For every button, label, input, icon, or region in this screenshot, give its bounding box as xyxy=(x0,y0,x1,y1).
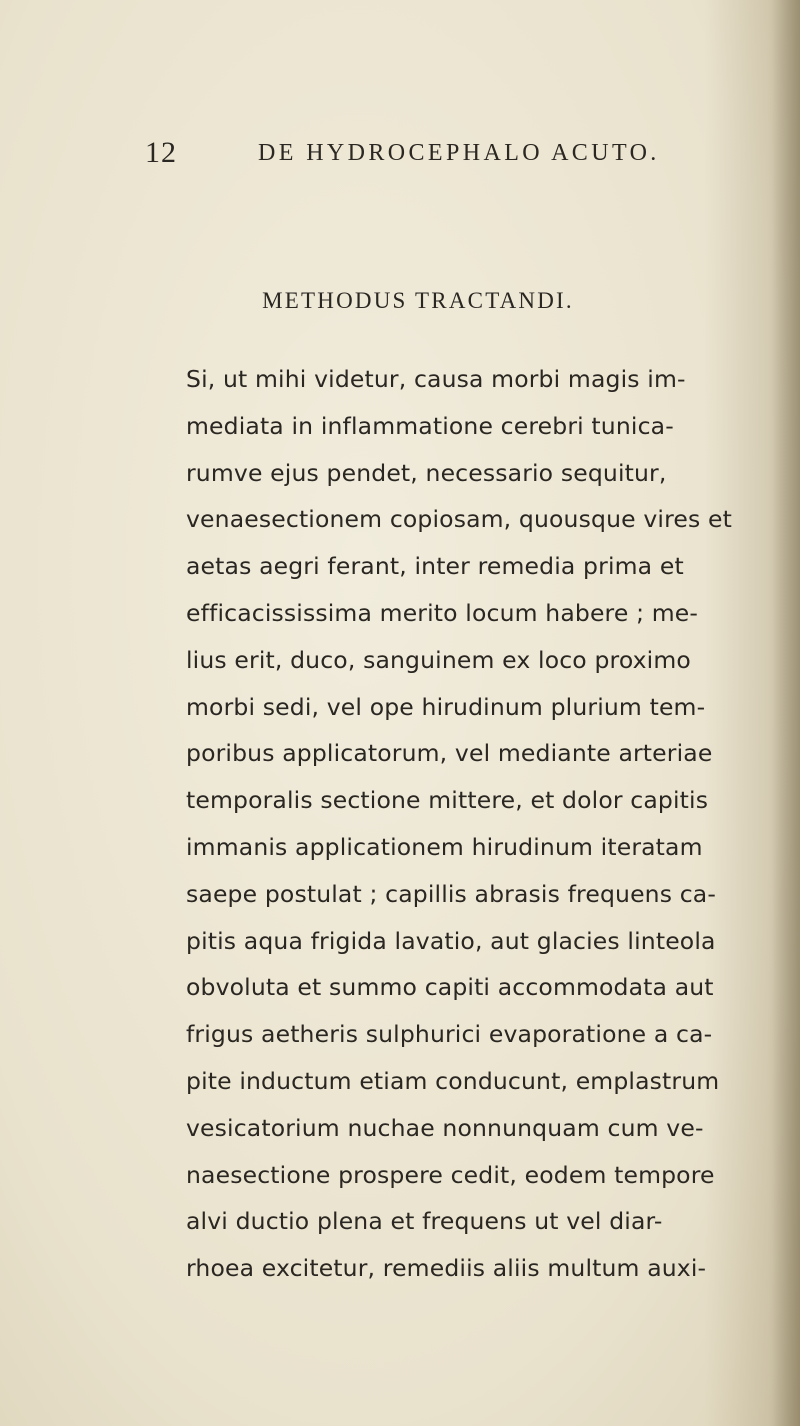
text-line: pite inductum etiam conducunt, emplastrum xyxy=(186,1066,720,1095)
text-line: rumve ejus pendet, necessario sequitur, xyxy=(186,458,667,487)
text-line: rhoea excitetur, remediis aliis multum auxi- xyxy=(186,1254,707,1283)
text-line: morbi sedi, vel ope hirudinum plurium tem- xyxy=(186,692,706,721)
running-title: DE HYDROCEPHALO ACUTO. xyxy=(258,140,660,166)
text-line: alvi ductio plena et frequens ut vel diar- xyxy=(186,1207,663,1236)
text-line: saepe postulat ; capillis abrasis frequens ca- xyxy=(186,879,716,908)
text-line: obvoluta et summo capiti accommodata aut xyxy=(186,973,714,1002)
text-line: temporalis sectione mittere, et dolor capitis xyxy=(186,786,709,815)
text-line: lius erit, duco, sanguinem ex loco proximo xyxy=(186,645,691,674)
text-line: poribus applicatorum, vel mediante arteriae xyxy=(186,739,713,768)
text-line: aetas aegri ferant, inter remedia prima et xyxy=(186,552,684,581)
text-line: frigus aetheris sulphurici evaporatione a ca- xyxy=(186,1020,713,1049)
text-line: venaesectionem copiosam, quousque vires et xyxy=(186,505,732,534)
section-heading: METHODUS TRACTANDI. xyxy=(262,288,574,313)
text-line: efficacississima merito locum habere ; me- xyxy=(186,598,699,627)
text-line: pitis aqua frigida lavatio, aut glacies linteola xyxy=(186,926,716,955)
text-line: mediata in inflammatione cerebri tunica- xyxy=(186,411,674,440)
text-line: Si, ut mihi videtur, causa morbi magis im- xyxy=(186,365,686,393)
text-line: vesicatorium nuchae nonnunquam cum ve- xyxy=(186,1113,704,1142)
page-number: 12 xyxy=(145,136,177,169)
page-edge-shadow xyxy=(772,0,800,1426)
text-line: naesectione prospere cedit, eodem tempore xyxy=(186,1160,715,1189)
running-head xyxy=(0,136,800,176)
body-text xyxy=(186,356,776,1292)
text-line: immanis applicationem hirudinum iteratam xyxy=(186,832,703,861)
